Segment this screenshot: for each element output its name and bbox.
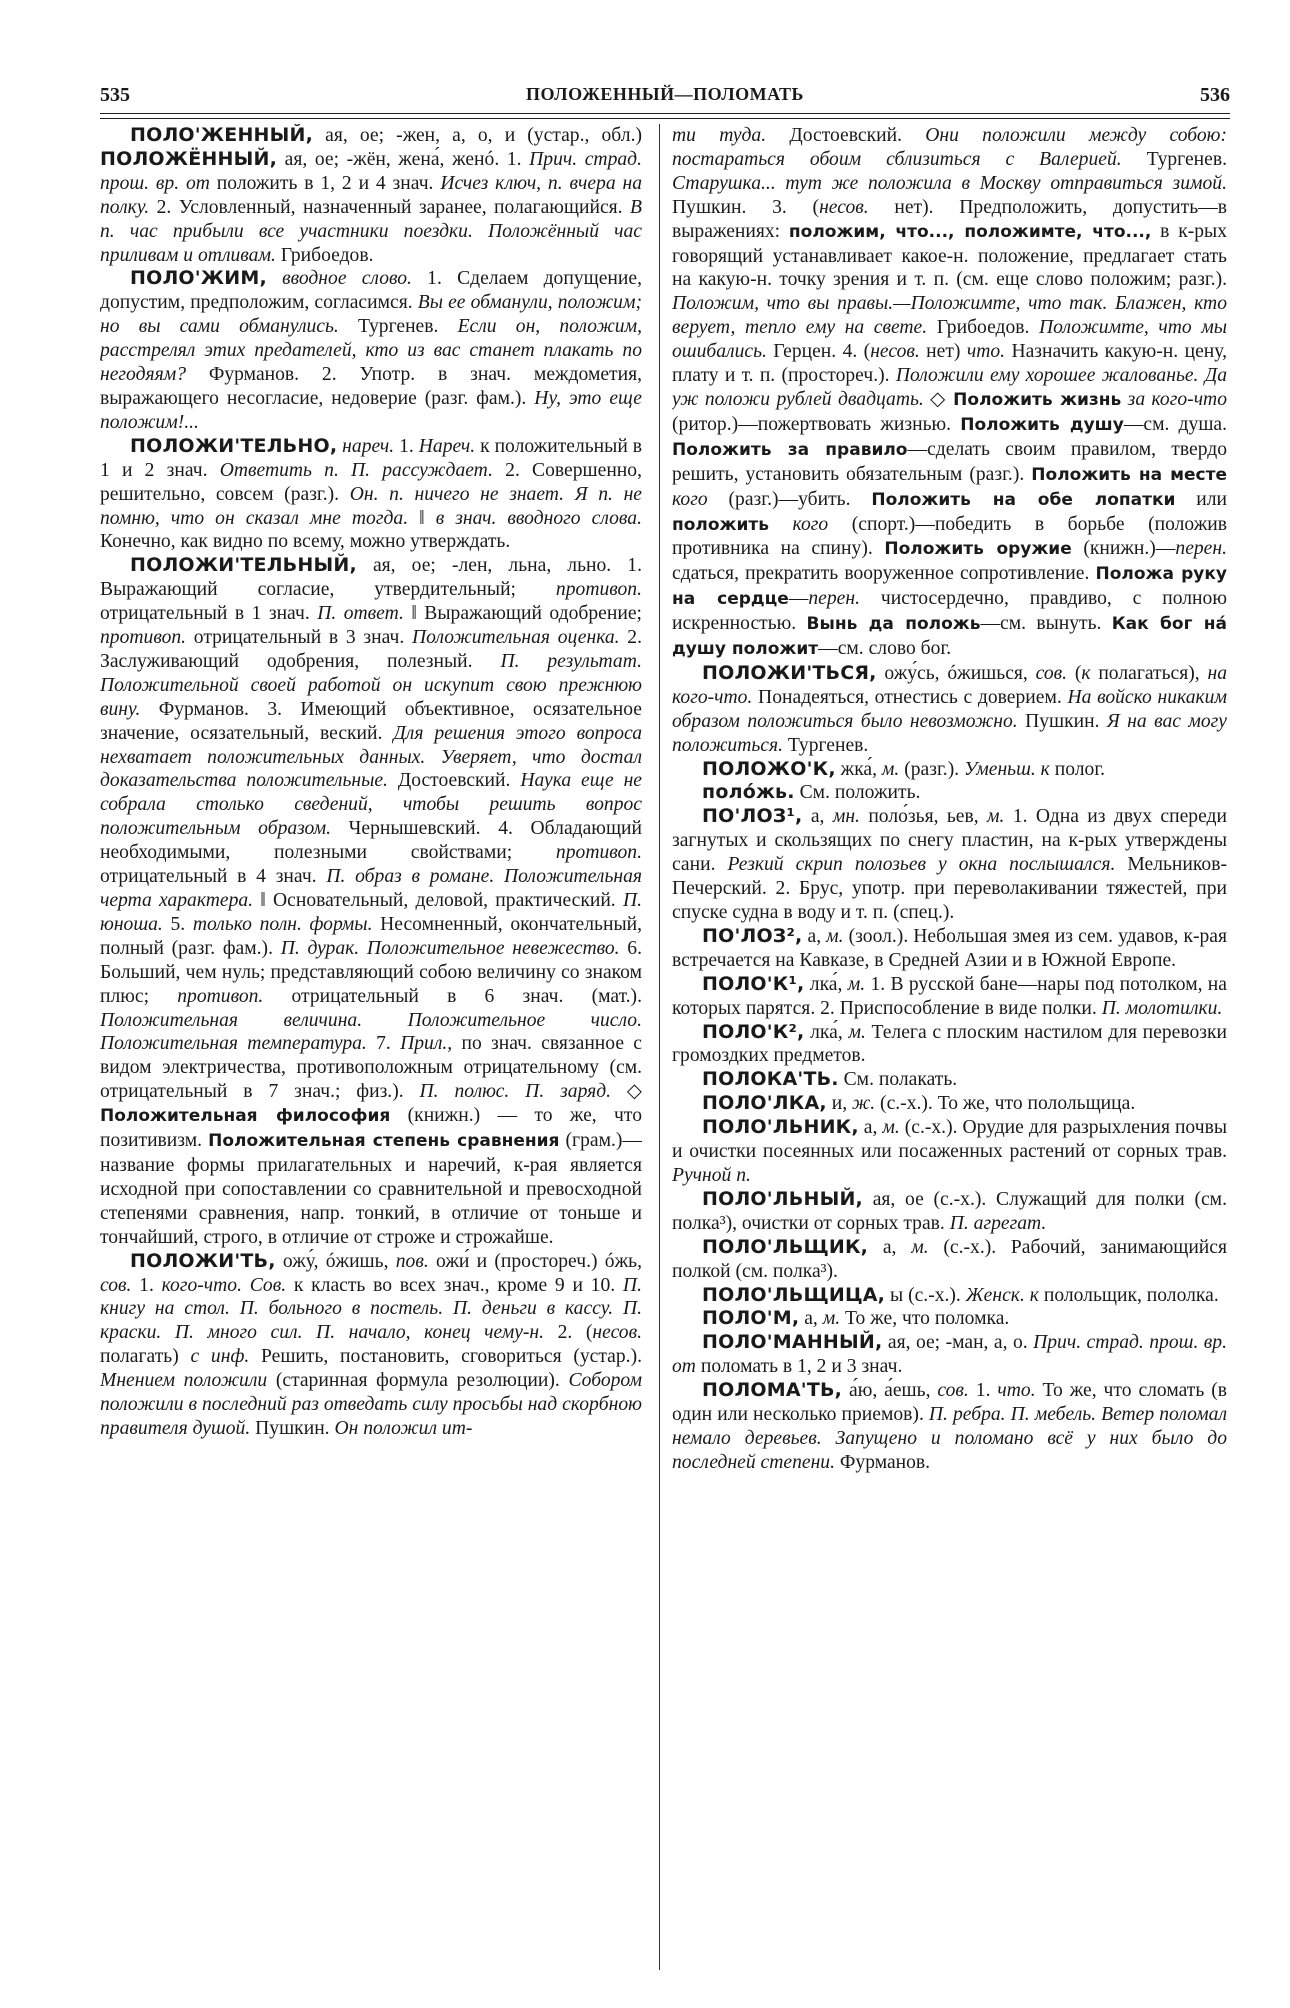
entry-text: а, xyxy=(802,806,833,828)
header-rule-bottom xyxy=(100,118,1230,119)
entry-italic: вводное слово. xyxy=(266,268,412,290)
entry-text: отрицательный в 6 знач. (мат.). xyxy=(263,985,642,1007)
entry-phrase: Положительная степень сравнения xyxy=(208,1131,560,1152)
entry-text: Телега с плоским настилом для перевозки громоздких предметов. xyxy=(672,1021,1227,1067)
entry-phrase: Положить душу xyxy=(960,414,1124,435)
entry-italic: мн. xyxy=(832,806,860,828)
entry-italic: только полн. формы. xyxy=(192,913,373,935)
entry-italic: В п. час прибыли все участники поездки. Положённый час приливам и отливам. xyxy=(100,196,642,266)
entry-italic: м. xyxy=(847,973,866,995)
dictionary-entry xyxy=(672,925,1227,973)
entry-phrase: Положить на месте xyxy=(1031,464,1227,485)
entry-italic: м. xyxy=(848,1021,866,1043)
entry-italic: П. результат. Положительной своей работой он искупит свою прежнюю вину. xyxy=(100,650,642,720)
right-column xyxy=(672,124,1227,1974)
entry-phrase: Положительная философия xyxy=(100,1106,391,1127)
entry-italic: П. полюс. П. заряд. xyxy=(419,1081,612,1103)
entry-italic: Положительная оценка. xyxy=(411,627,620,649)
entry-headword: ПОЛО'К², xyxy=(702,1020,805,1043)
entry-italic: П. ответ. xyxy=(317,603,404,625)
dictionary-entry xyxy=(672,758,1227,782)
entry-italic: перен. xyxy=(1175,538,1227,560)
entry-text: ◇ xyxy=(923,388,954,410)
entry-headword: ПОЛО'ЛЬНЫЙ, xyxy=(702,1187,863,1210)
entry-italic: м. xyxy=(881,758,900,780)
entry-italic: Я на вас могу положиться. xyxy=(672,710,1227,756)
entry-headword: ПОЛО'ЖЕННЫЙ, xyxy=(130,124,314,146)
dictionary-entry xyxy=(672,1236,1227,1284)
entry-text: (ритор.)—пожертвовать жизнью. xyxy=(672,413,961,435)
entry-text: ожу́сь, óжишься, xyxy=(876,662,1036,684)
entry-headword: ПО'ЛОЗ¹, xyxy=(702,805,803,828)
entry-italic: несов. xyxy=(870,341,920,363)
entry-text: Грибоедов. xyxy=(927,317,1039,339)
entry-headword: ПОЛО'ЛКА, xyxy=(702,1092,827,1115)
entry-italic: Мнением положили xyxy=(100,1370,268,1392)
entry-text: ая, ое (с.-х.). Служащий для полки (см. полка³), очистки от сорных трав. xyxy=(672,1188,1227,1234)
dictionary-entry xyxy=(672,1092,1227,1116)
entry-italic: противоп. xyxy=(100,627,187,649)
entry-text: полагаться), xyxy=(1090,662,1208,684)
dictionary-entry xyxy=(672,1188,1227,1236)
entry-text: полог. xyxy=(1049,758,1106,780)
entry-italic: противоп. xyxy=(555,579,642,601)
entry-text: Решить, постановить, сговориться (устар.). xyxy=(249,1346,642,1368)
entry-text: 2. Заслуживающий одобрения, полезный. xyxy=(100,627,642,672)
entry-headword: ПОЛОЖИ'ТЕЛЬНО, xyxy=(130,434,338,457)
entry-headword: ПОЛОЖО'К, xyxy=(702,757,836,780)
entry-text: Понадеяться, отнестись с доверием. xyxy=(752,686,1068,708)
entry-text: Достоевский. xyxy=(766,125,926,146)
entry-text: а, xyxy=(868,1236,912,1258)
entry-text: Пушкин. 3. ( xyxy=(672,196,820,218)
right-page-number: 536 xyxy=(1200,84,1230,106)
entry-text: 7. xyxy=(366,1033,401,1055)
page-header xyxy=(100,84,1230,112)
entry-text: жка́, xyxy=(835,758,882,780)
dictionary-entry xyxy=(100,435,642,555)
entry-italic: П. образ в романе. Положительная черта характера. xyxy=(100,866,642,911)
entry-italic: с инф. xyxy=(190,1346,250,1368)
entry-headword: ПОЛОЖЁННЫЙ, xyxy=(100,147,278,170)
entry-text: 1. Сделаем допущение, допустим, предположим, согласимся. xyxy=(100,268,642,314)
dictionary-entry xyxy=(672,1331,1227,1379)
entry-italic: П. молотилки. xyxy=(1101,997,1223,1019)
entry-italic: ж. xyxy=(852,1093,876,1115)
entry-text: (книжн.)— xyxy=(1071,538,1176,560)
entry-italic: на кого-что. xyxy=(672,662,1227,708)
entry-text: полольщик, пололка. xyxy=(1038,1284,1219,1306)
entry-italic: П. дурак. Положительное невежество. xyxy=(280,937,620,959)
dictionary-entry xyxy=(672,1116,1227,1188)
dictionary-entry xyxy=(672,1307,1227,1331)
entry-italic: П. агрегат. xyxy=(949,1212,1047,1234)
entry-headword: ПОЛОЖИ'ТЬ, xyxy=(130,1249,276,1272)
entry-text: ‖ Выражающий одобрение; xyxy=(403,603,642,625)
entry-italic: Исчез ключ, п. вчера на полку. xyxy=(100,172,642,218)
entry-text: 1. В русской бане—нары под потолком, на которых парятся. 2. Приспособление в виде полки. xyxy=(672,973,1227,1019)
entry-text: Тургенев. xyxy=(1121,148,1227,170)
entry-text: (разг.)—убить. xyxy=(707,488,872,510)
entry-headword: ПОЛО'К¹, xyxy=(702,972,805,995)
entry-headword: ПОЛО'ЛЬЩИЦА, xyxy=(702,1283,886,1306)
entry-text: поломать в 1, 2 и 3 знач. xyxy=(695,1356,903,1378)
entry-italic: к xyxy=(1081,662,1091,684)
entry-text: ожу́, óжишь, xyxy=(275,1250,396,1272)
entry-italic: сов. xyxy=(100,1274,132,1296)
entry-text: 6. Больший, чем нуль; представляющий собою величину со знаком плюс; xyxy=(100,937,642,1007)
entry-italic: Вы ее обманули, положим; но вы сами обманулись. xyxy=(100,292,642,338)
entry-text: отрицательный в 1 знач. xyxy=(100,603,318,625)
entry-headword: ПОЛО'ЛЬНИК, xyxy=(702,1116,859,1139)
entry-text: То же, что поломка. xyxy=(840,1308,1010,1330)
entry-text: к класть во всех знач., кроме 9 и 10. xyxy=(286,1274,623,1296)
dictionary-entry xyxy=(672,1021,1227,1069)
entry-text: 5. xyxy=(162,913,193,935)
entry-text: и, xyxy=(826,1093,853,1115)
entry-italic: кого xyxy=(672,488,708,510)
entry-headword: ПОЛОЖИ'ТЕЛЬНЫЙ, xyxy=(130,554,357,577)
entry-italic: противоп. xyxy=(177,985,264,1007)
entry-italic: кого xyxy=(769,513,829,535)
entry-text: ◇ xyxy=(611,1081,642,1103)
entry-italic: Собором положили в последний раз отведать силу просьбы над скорбною правителя душой. xyxy=(100,1370,642,1439)
entry-text: —см. душа. xyxy=(1123,413,1227,435)
entry-headword: поло́жь. xyxy=(702,781,795,804)
entry-text: нет) xyxy=(919,341,967,363)
entry-italic: Для решения этого вопроса нехватает положительных данных. Уверяет, что достал доказательства положительные. xyxy=(100,722,642,792)
entry-text: (книжн.) — то же, что позитивизм. xyxy=(100,1105,642,1152)
entry-text: 1. Одна из двух спереди загнутых и скользящих по снегу пластин, на к-рых утверждены сани. xyxy=(672,806,1227,876)
entry-phrase: положить xyxy=(672,514,769,535)
entry-italic: Женск. к xyxy=(965,1284,1039,1306)
entry-text: Фурманов. 3. Имеющий объективное, осязательное значение, осязательный, веский. xyxy=(100,698,642,744)
entry-text: 2. ( xyxy=(544,1322,593,1344)
entry-text: Тургенев. xyxy=(783,734,869,756)
entry-italic: пов. xyxy=(395,1250,429,1272)
entry-italic: Он положил ит- xyxy=(334,1417,473,1439)
entry-text: 2. Совершенно, решительно, совсем (разг.). xyxy=(100,459,642,505)
entry-text: а, xyxy=(802,925,827,947)
entry-italic: перен. xyxy=(808,588,860,610)
entry-italic: в знач. вводного слова. xyxy=(435,507,642,529)
column-separator xyxy=(659,124,660,1970)
entry-italic: несов. xyxy=(819,196,869,218)
entry-italic: сов. xyxy=(1035,662,1068,684)
entry-italic: Ответить п. П. рассуждает. xyxy=(219,459,493,481)
entry-text: (с.-х.). Рабочий, занимающийся полкой (см. полка³). xyxy=(672,1236,1227,1282)
left-page-number: 535 xyxy=(100,84,130,106)
entry-text: —см. вынуть. xyxy=(980,613,1112,635)
entry-italic: Положим, что вы правы.—Положимте, что так. Блажен, кто верует, тепло ему на свете. xyxy=(672,293,1227,339)
entry-text: лка́, xyxy=(804,973,848,995)
entry-text: 1. xyxy=(131,1274,162,1296)
entry-italic: Положили ему хорошее жалованье. Да уж положи рублей двадцать. xyxy=(672,365,1227,410)
left-column xyxy=(100,124,642,1974)
entry-italic: Если он, положим, расстрелял этих предателей, кто из вас станет плакать по негодяям? xyxy=(100,316,642,386)
entry-italic: м. xyxy=(987,806,1005,828)
entry-italic: за кого-что xyxy=(1121,388,1227,410)
entry-italic: Наука еще не собрала столько сведений, чтобы решить вопрос положительным образом. xyxy=(100,770,642,840)
dictionary-entry xyxy=(672,781,1227,805)
entry-text: к положительный в 1 и 2 знач. xyxy=(100,435,642,481)
entry-text: См. положить. xyxy=(794,782,921,804)
entry-text: положить в 1, 2 и 4 знач. xyxy=(209,172,441,194)
entry-text: Конечно, как видно по всему, можно утверждать. xyxy=(100,531,511,553)
dictionary-entry xyxy=(100,124,642,267)
entry-text: ая, ое; -жен, а, о, и (устар., обл.) xyxy=(313,125,642,146)
entry-text: Герцен. 4. ( xyxy=(766,341,871,363)
entry-text: (с.-х.). Орудие для разрыхления почвы и очистки посеянных или посаженных растений от сорных трав. xyxy=(672,1117,1227,1163)
entry-text: отрицательный в 3 знач. xyxy=(186,627,412,649)
entry-phrase: положим, что..., положимте, что..., xyxy=(788,221,1152,242)
entry-text: ( xyxy=(1067,662,1082,684)
entry-italic: сов. xyxy=(937,1380,969,1402)
entry-text: (с.-х.). То же, что полольщица. xyxy=(875,1093,1136,1115)
entry-italic: кого-что. Сов. xyxy=(161,1274,287,1296)
entry-text: сдаться, прекратить вооруженное сопротивление. xyxy=(672,563,1096,585)
entry-text: Назначить какую-н. цену, плату и т. п. (простореч.). xyxy=(672,341,1227,387)
entry-italic: Положительная величина. Положительное число. Положительная температура. xyxy=(100,1009,642,1055)
entry-italic: П. ребра. П. мебель. Ветер поломал немало деревьев. Запущено и поломано всё у них было до последней степени. xyxy=(672,1404,1227,1473)
entry-text: — xyxy=(788,588,809,610)
entry-text: 1. xyxy=(968,1380,998,1402)
entry-text: То же, что сломать (в один или несколько приемов). xyxy=(672,1380,1227,1426)
entry-text: (грам.)— название формы прилагательных и наречий, к-рая является исходной при сопоставлении со сравнительной и превосходной степенями сравнения, напр. тонкий, в отличие от тоньше и тончайший, строго, в отличие от строже и строжайше. xyxy=(100,1130,642,1248)
entry-italic: Они положили между собою: постараться обоим сблизиться с Валерией. xyxy=(672,125,1227,170)
dictionary-entry xyxy=(100,554,642,1249)
entry-text: в к-рых говорящий устанавливает какое-н. положение, предлагает стать на какую-н. точку зрения и т. п. (см. еще слово положим; разг.). xyxy=(672,220,1227,291)
entry-phrase: Положить оружие xyxy=(884,539,1072,560)
entry-phrase: Положить на обе лопатки xyxy=(871,489,1176,510)
entry-italic: П. юноша. xyxy=(100,890,642,935)
entry-text: отрицательный в 4 знач. xyxy=(100,866,327,888)
dictionary-entry xyxy=(672,1284,1227,1308)
entry-text: Пушкин. xyxy=(250,1417,335,1439)
entry-text: по знач. связанное с видом электричества, противоположным отрицательному (см. отрицательный в 7 знач.; физ.). xyxy=(100,1033,642,1103)
entry-headword: ПОЛОМА'ТЬ, xyxy=(702,1379,843,1402)
entry-italic: Он. п. ничего не знает. Я п. не помню, что он сказал мне тогда. xyxy=(100,483,642,529)
entry-phrase: Положить жизнь xyxy=(953,389,1122,410)
entry-italic: м. xyxy=(911,1236,929,1258)
entry-text: Фурманов. 2. Употр. в знач. междометия, выражающего несогласие, недоверие (разг. фам.). xyxy=(100,364,642,409)
entry-text: Пушкин. xyxy=(1017,710,1107,732)
entry-headword: ПОЛОКА'ТЬ. xyxy=(702,1068,839,1091)
entry-italic: П. книгу на стол. П. больного в постель. П. деньги в кассу. П. краски. П. много сил. П. начало, конец чему-н. xyxy=(100,1274,642,1344)
entry-headword: ПОЛО'ЖИМ, xyxy=(130,267,267,290)
entry-headword: ПОЛО'ЛЬЩИК, xyxy=(702,1235,869,1258)
entry-italic: противоп. xyxy=(555,842,642,864)
entry-text: лка́, xyxy=(804,1021,849,1043)
entry-headword: ПО'ЛОЗ², xyxy=(702,924,803,947)
entry-italic: что. xyxy=(966,341,1006,363)
dictionary-entry xyxy=(672,805,1227,925)
entry-text: 1. xyxy=(394,435,419,457)
entry-text: ая, ое; -ман, а, о. xyxy=(882,1332,1034,1354)
entry-text: а́ю, а́ешь, xyxy=(842,1380,938,1402)
entry-italic: м. xyxy=(882,1117,900,1139)
entry-italic: Положимте, что мы ошибались. xyxy=(672,317,1227,363)
entry-text: ы (с.-х.). xyxy=(885,1284,966,1306)
entry-headword: ПОЛО'М, xyxy=(702,1307,800,1330)
entry-italic: Ну, это еще положим!... xyxy=(100,387,642,433)
entry-text: Фурманов. xyxy=(835,1451,931,1473)
entry-text: ая, ое; -лен, льна, льно. 1. Выражающий согласие, утвердительный; xyxy=(100,555,642,601)
dictionary-entry xyxy=(100,267,642,434)
entry-phrase: Положа руку на сердце xyxy=(672,564,1227,610)
entry-text: Грибоедов. xyxy=(275,244,374,266)
entry-italic: несов. xyxy=(592,1322,642,1344)
entry-text: ожи́ и (простореч.) óжь, xyxy=(428,1250,642,1272)
entry-italic: Прич. страд. прош. вр. от xyxy=(100,148,642,194)
entry-text: Чернышевский. 4. Обладающий необходимыми, полезными свойствами; xyxy=(100,818,642,864)
entry-text: —см. слово бог. xyxy=(818,638,952,660)
entry-italic: Резкий скрип полозьев у окна послышался. xyxy=(727,854,1116,876)
entry-italic: Нареч. xyxy=(418,435,476,457)
dictionary-entry xyxy=(672,662,1227,758)
dictionary-entry xyxy=(672,124,1227,662)
entry-text: нет). Предположить, допустить—в выражениях: xyxy=(672,196,1227,242)
dictionary-entry xyxy=(672,973,1227,1021)
entry-italic: Прил., xyxy=(400,1033,453,1055)
entry-text: См. полакать. xyxy=(838,1069,958,1091)
entry-text: Несомненный, окончательный, полный (разг. фам.). xyxy=(100,913,642,959)
entry-text: ая, ое; -жён, жена́, женó. 1. xyxy=(277,148,530,170)
entry-text: 2. Условленный, назначенный заранее, полагающийся. xyxy=(149,196,631,218)
entry-text: ‖ xyxy=(408,507,436,529)
running-head: ПОЛОЖЕННЫЙ—ПОЛОМАТЬ xyxy=(526,84,804,104)
entry-italic: На войско никаким образом положиться было невозможно. xyxy=(672,686,1227,732)
entry-text: или xyxy=(1175,488,1227,510)
entry-phrase: Положить за правило xyxy=(672,439,908,460)
entry-headword: ПОЛОЖИ'ТЬСЯ, xyxy=(702,661,877,684)
entry-text: (разг.). xyxy=(899,758,965,780)
entry-phrase: Вынь да положь xyxy=(806,614,981,635)
entry-italic: м. xyxy=(822,1308,841,1330)
dictionary-entry xyxy=(672,1379,1227,1475)
entry-italic: что. xyxy=(997,1380,1036,1402)
entry-text: Мельников-Печерский. 2. Брус, употр. при переволакивании тяжестей, при спуске судна в воду и т. п. (спец.). xyxy=(672,854,1227,923)
entry-text: Достоевский. xyxy=(387,770,521,792)
entry-text: поло́зья, ьев, xyxy=(859,806,988,828)
entry-phrase: Как бог на́ душу положит xyxy=(672,614,1227,660)
dictionary-entry xyxy=(100,1250,642,1441)
entry-headword: ПОЛО'МАННЫЙ, xyxy=(702,1331,883,1354)
dictionary-entry xyxy=(672,1068,1227,1092)
entry-text: а, xyxy=(858,1117,883,1139)
entry-text: (спорт.)—победить в борьбе (положив противника на спину). xyxy=(672,513,1227,560)
entry-italic: Уменьш. к xyxy=(964,758,1050,780)
entry-text: —сделать своим правилом, твердо решить, установить обязательным (разг.). xyxy=(672,438,1227,485)
entry-text: полагать) xyxy=(100,1346,191,1368)
entry-text: (старинная формула резолюции). xyxy=(267,1370,569,1392)
entry-italic: Прич. страд. прош. вр. от xyxy=(672,1332,1227,1378)
entry-italic: Ручной п. xyxy=(672,1164,751,1186)
entry-italic: ти туда. xyxy=(672,125,767,146)
entry-italic: нареч. xyxy=(337,435,395,457)
entry-italic: м. xyxy=(826,925,844,947)
entry-text: (зоол.). Небольшая змея из сем. удавов, к-рая встречается на Кавказе, в Средней Азии и в Южной Европе. xyxy=(672,925,1227,971)
entry-text: ‖ Основательный, деловой, практический. xyxy=(253,890,623,911)
entry-italic: Старушка... тут же положила в Москву отправиться зимой. xyxy=(672,172,1227,194)
entry-text: чистосердечно, правдиво, с полною искренностью. xyxy=(672,588,1227,635)
entry-text: Тургенев. xyxy=(338,316,458,338)
header-rule-top xyxy=(100,113,1230,114)
entry-text: а, xyxy=(799,1308,823,1330)
